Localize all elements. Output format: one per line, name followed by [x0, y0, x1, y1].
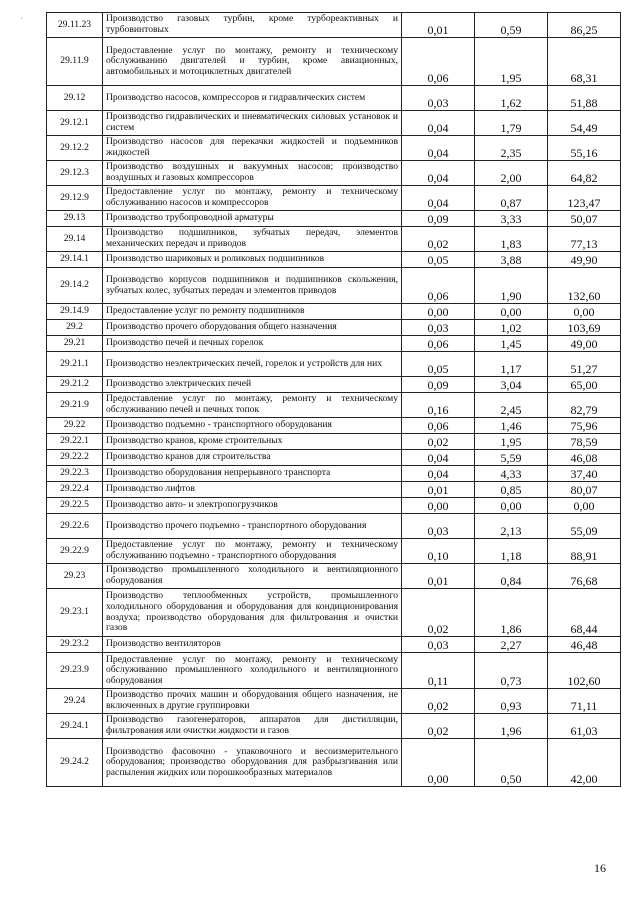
value-col-2-cell: 2,45 [475, 393, 548, 418]
activity-name-cell: Производство шариковых и роликовых подшипников [103, 252, 402, 268]
value-col-1-cell: 0,09 [402, 211, 475, 227]
table-row [47, 498, 621, 514]
value-col-3-cell: 86,25 [548, 13, 621, 38]
value-col-3-cell: 49,90 [548, 252, 621, 268]
okved-code-cell: 29.23.1 [47, 589, 103, 637]
value-col-3-cell: 49,00 [548, 336, 621, 352]
activity-name-cell: Производство кранов для строительства [103, 450, 402, 466]
activity-name-cell: Предоставление услуг по монтажу, ремонту и техническому обслуживанию промышленного холодильного и вентиляционного оборудования [103, 653, 402, 689]
table-row [47, 637, 621, 653]
value-col-2-cell: 0,59 [475, 13, 548, 38]
activity-name-cell: Предоставление услуг по монтажу, ремонту и техническому обслуживанию подъемно - транспортного оборудования [103, 539, 402, 564]
value-col-1-cell: 0,05 [402, 352, 475, 377]
okved-code-cell: 29.22.2 [47, 450, 103, 466]
okved-code-cell: 29.22.9 [47, 539, 103, 564]
value-col-2-cell: 1,90 [475, 268, 548, 304]
activity-name-cell: Производство газовых турбин, кроме турбореактивных и турбовинтовых [103, 13, 402, 38]
table-row [47, 86, 621, 111]
value-col-3-cell: 68,31 [548, 38, 621, 86]
value-col-3-cell: 55,09 [548, 514, 621, 539]
value-col-3-cell: 71,11 [548, 689, 621, 714]
value-col-3-cell: 88,91 [548, 539, 621, 564]
value-col-3-cell: 78,59 [548, 434, 621, 450]
value-col-1-cell: 0,03 [402, 320, 475, 336]
okved-code-cell: 29.23 [47, 564, 103, 589]
value-col-2-cell: 1,46 [475, 418, 548, 434]
value-col-2-cell: 0,50 [475, 739, 548, 787]
table-row [47, 653, 621, 689]
value-col-1-cell: 0,02 [402, 689, 475, 714]
okved-code-cell: 29.21.1 [47, 352, 103, 377]
value-col-1-cell: 0,02 [402, 714, 475, 739]
table-row [47, 304, 621, 320]
table-row [47, 739, 621, 787]
value-col-2-cell: 2,35 [475, 136, 548, 161]
value-col-2-cell: 1,45 [475, 336, 548, 352]
classification-table [46, 12, 621, 787]
value-col-3-cell: 54,49 [548, 111, 621, 136]
value-col-1-cell: 0,00 [402, 498, 475, 514]
scan-speck: · [20, 14, 23, 23]
activity-name-cell: Предоставление услуг по монтажу, ремонту и техническому обслуживанию двигателей и турбин, кроме авиационных, автомобильных и мотоциклетных двигателей [103, 38, 402, 86]
value-col-3-cell: 51,88 [548, 86, 621, 111]
activity-name-cell: Производство электрических печей [103, 377, 402, 393]
okved-code-cell: 29.22 [47, 418, 103, 434]
activity-name-cell: Производство лифтов [103, 482, 402, 498]
value-col-1-cell: 0,02 [402, 434, 475, 450]
okved-code-cell: 29.22.5 [47, 498, 103, 514]
value-col-3-cell: 80,07 [548, 482, 621, 498]
okved-code-cell: 29.12.9 [47, 186, 103, 211]
value-col-2-cell: 1,18 [475, 539, 548, 564]
activity-name-cell: Производство прочего оборудования общего назначения [103, 320, 402, 336]
value-col-2-cell: 2,27 [475, 637, 548, 653]
table-row [47, 111, 621, 136]
value-col-2-cell: 1,79 [475, 111, 548, 136]
table-body [47, 13, 621, 787]
value-col-2-cell: 4,33 [475, 466, 548, 482]
okved-code-cell: 29.14.2 [47, 268, 103, 304]
value-col-2-cell: 3,33 [475, 211, 548, 227]
value-col-1-cell: 0,06 [402, 38, 475, 86]
value-col-1-cell: 0,10 [402, 539, 475, 564]
value-col-2-cell: 1,96 [475, 714, 548, 739]
value-col-3-cell: 46,48 [548, 637, 621, 653]
value-col-1-cell: 0,04 [402, 466, 475, 482]
activity-name-cell: Производство корпусов подшипников и подшипников скольжения, зубчатых колес, зубчатых передач и элементов приводов [103, 268, 402, 304]
table-row [47, 482, 621, 498]
value-col-1-cell: 0,09 [402, 377, 475, 393]
value-col-3-cell: 0,00 [548, 304, 621, 320]
value-col-2-cell: 5,59 [475, 450, 548, 466]
value-col-2-cell: 0,84 [475, 564, 548, 589]
value-col-1-cell: 0,04 [402, 186, 475, 211]
value-col-1-cell: 0,04 [402, 111, 475, 136]
activity-name-cell: Производство печей и печных горелок [103, 336, 402, 352]
value-col-3-cell: 50,07 [548, 211, 621, 227]
value-col-2-cell: 0,73 [475, 653, 548, 689]
activity-name-cell: Производство прочего подъемно - транспортного оборудования [103, 514, 402, 539]
value-col-3-cell: 64,82 [548, 161, 621, 186]
okved-code-cell: 29.22.3 [47, 466, 103, 482]
okved-code-cell: 29.24 [47, 689, 103, 714]
okved-code-cell: 29.13 [47, 211, 103, 227]
table-row [47, 418, 621, 434]
value-col-3-cell: 102,60 [548, 653, 621, 689]
table-row [47, 714, 621, 739]
okved-code-cell: 29.12 [47, 86, 103, 111]
value-col-3-cell: 76,68 [548, 564, 621, 589]
table-row [47, 466, 621, 482]
value-col-2-cell: 0,00 [475, 304, 548, 320]
table-row [47, 514, 621, 539]
okved-code-cell: 29.23.9 [47, 653, 103, 689]
table-row [47, 320, 621, 336]
value-col-1-cell: 0,16 [402, 393, 475, 418]
page-number: 16 [594, 861, 606, 875]
value-col-3-cell: 55,16 [548, 136, 621, 161]
value-col-2-cell: 1,86 [475, 589, 548, 637]
activity-name-cell: Производство подъемно - транспортного оборудования [103, 418, 402, 434]
table-row [47, 336, 621, 352]
value-col-3-cell: 37,40 [548, 466, 621, 482]
okved-code-cell: 29.21.9 [47, 393, 103, 418]
activity-name-cell: Производство оборудования непрерывного транспорта [103, 466, 402, 482]
value-col-2-cell: 1,62 [475, 86, 548, 111]
table-row [47, 377, 621, 393]
activity-name-cell: Производство кранов, кроме строительных [103, 434, 402, 450]
table-row [47, 38, 621, 86]
value-col-1-cell: 0,01 [402, 13, 475, 38]
table-row [47, 136, 621, 161]
value-col-3-cell: 0,00 [548, 498, 621, 514]
value-col-1-cell: 0,02 [402, 227, 475, 252]
okved-code-cell: 29.11.23 [47, 13, 103, 38]
okved-code-cell: 29.12.1 [47, 111, 103, 136]
activity-name-cell: Производство промышленного холодильного и вентиляционного оборудования [103, 564, 402, 589]
value-col-2-cell: 1,95 [475, 434, 548, 450]
table-row [47, 450, 621, 466]
value-col-1-cell: 0,11 [402, 653, 475, 689]
value-col-2-cell: 1,95 [475, 38, 548, 86]
activity-name-cell: Производство вентиляторов [103, 637, 402, 653]
activity-name-cell: Производство авто- и электропогрузчиков [103, 498, 402, 514]
activity-name-cell: Производство неэлектрических печей, горелок и устройств для них [103, 352, 402, 377]
table-row [47, 186, 621, 211]
value-col-3-cell: 103,69 [548, 320, 621, 336]
table-row [47, 161, 621, 186]
value-col-1-cell: 0,06 [402, 418, 475, 434]
okved-code-cell: 29.24.2 [47, 739, 103, 787]
okved-code-cell: 29.23.2 [47, 637, 103, 653]
value-col-1-cell: 0,03 [402, 86, 475, 111]
okved-code-cell: 29.14 [47, 227, 103, 252]
okved-code-cell: 29.21.2 [47, 377, 103, 393]
table-row [47, 227, 621, 252]
value-col-1-cell: 0,05 [402, 252, 475, 268]
value-col-2-cell: 1,83 [475, 227, 548, 252]
table-row [47, 564, 621, 589]
activity-name-cell: Предоставление услуг по монтажу, ремонту и техническому обслуживанию насосов и компрессоров [103, 186, 402, 211]
table-row [47, 589, 621, 637]
value-col-3-cell: 61,03 [548, 714, 621, 739]
activity-name-cell: Производство насосов для перекачки жидкостей и подъемников жидкостей [103, 136, 402, 161]
activity-name-cell: Производство газогенераторов, аппаратов для дистилляции, фильтрования или очистки жидкости и газов [103, 714, 402, 739]
value-col-2-cell: 3,04 [475, 377, 548, 393]
value-col-2-cell: 1,02 [475, 320, 548, 336]
okved-code-cell: 29.12.3 [47, 161, 103, 186]
table-row [47, 352, 621, 377]
value-col-1-cell: 0,00 [402, 739, 475, 787]
activity-name-cell: Производство насосов, компрессоров и гидравлических систем [103, 86, 402, 111]
okved-code-cell: 29.22.1 [47, 434, 103, 450]
value-col-3-cell: 82,79 [548, 393, 621, 418]
value-col-2-cell: 0,85 [475, 482, 548, 498]
okved-code-cell: 29.24.1 [47, 714, 103, 739]
value-col-1-cell: 0,04 [402, 450, 475, 466]
value-col-2-cell: 0,00 [475, 498, 548, 514]
value-col-3-cell: 51,27 [548, 352, 621, 377]
activity-name-cell: Производство прочих машин и оборудования общего назначения, не включенных в другие группировки [103, 689, 402, 714]
activity-name-cell: Производство гидравлических и пневматических силовых установок и систем [103, 111, 402, 136]
table-row [47, 689, 621, 714]
value-col-2-cell: 1,17 [475, 352, 548, 377]
table-row [47, 13, 621, 38]
value-col-1-cell: 0,01 [402, 564, 475, 589]
value-col-1-cell: 0,06 [402, 268, 475, 304]
okved-code-cell: 29.22.4 [47, 482, 103, 498]
activity-name-cell: Производство фасовочно - упаковочного и весоизмерительного оборудования; производство оборудования для разбрызгивания или распыления жидких или порошкообразных материалов [103, 739, 402, 787]
value-col-3-cell: 65,00 [548, 377, 621, 393]
value-col-1-cell: 0,06 [402, 336, 475, 352]
value-col-3-cell: 75,96 [548, 418, 621, 434]
table-row [47, 268, 621, 304]
okved-code-cell: 29.2 [47, 320, 103, 336]
value-col-2-cell: 0,87 [475, 186, 548, 211]
value-col-1-cell: 0,00 [402, 304, 475, 320]
activity-name-cell: Производство трубопроводной арматуры [103, 211, 402, 227]
value-col-1-cell: 0,03 [402, 514, 475, 539]
value-col-2-cell: 2,00 [475, 161, 548, 186]
okved-code-cell: 29.12.2 [47, 136, 103, 161]
value-col-2-cell: 0,93 [475, 689, 548, 714]
okved-code-cell: 29.21 [47, 336, 103, 352]
activity-name-cell: Производство воздушных и вакуумных насосов; производство воздушных и газовых компрессоров [103, 161, 402, 186]
value-col-1-cell: 0,04 [402, 136, 475, 161]
value-col-3-cell: 68,44 [548, 589, 621, 637]
table-row [47, 211, 621, 227]
activity-name-cell: Предоставление услуг по ремонту подшипников [103, 304, 402, 320]
table-row [47, 539, 621, 564]
value-col-3-cell: 77,13 [548, 227, 621, 252]
value-col-1-cell: 0,04 [402, 161, 475, 186]
okved-code-cell: 29.22.6 [47, 514, 103, 539]
value-col-1-cell: 0,02 [402, 589, 475, 637]
activity-name-cell: Производство подшипников, зубчатых передач, элементов механических передач и приводов [103, 227, 402, 252]
value-col-3-cell: 123,47 [548, 186, 621, 211]
value-col-2-cell: 3,88 [475, 252, 548, 268]
okved-code-cell: 29.14.9 [47, 304, 103, 320]
table-row [47, 252, 621, 268]
activity-name-cell: Предоставление услуг по монтажу, ремонту и техническому обслуживанию печей и печных топок [103, 393, 402, 418]
value-col-3-cell: 42,00 [548, 739, 621, 787]
okved-code-cell: 29.11.9 [47, 38, 103, 86]
value-col-3-cell: 46,08 [548, 450, 621, 466]
value-col-2-cell: 2,13 [475, 514, 548, 539]
table-row [47, 393, 621, 418]
value-col-3-cell: 132,60 [548, 268, 621, 304]
okved-code-cell: 29.14.1 [47, 252, 103, 268]
activity-name-cell: Производство теплообменных устройств, промышленного холодильного оборудования и оборудования для кондиционирования воздуха; производство оборудования для фильтрования и очистки газов [103, 589, 402, 637]
table-row [47, 434, 621, 450]
value-col-1-cell: 0,01 [402, 482, 475, 498]
value-col-1-cell: 0,03 [402, 637, 475, 653]
